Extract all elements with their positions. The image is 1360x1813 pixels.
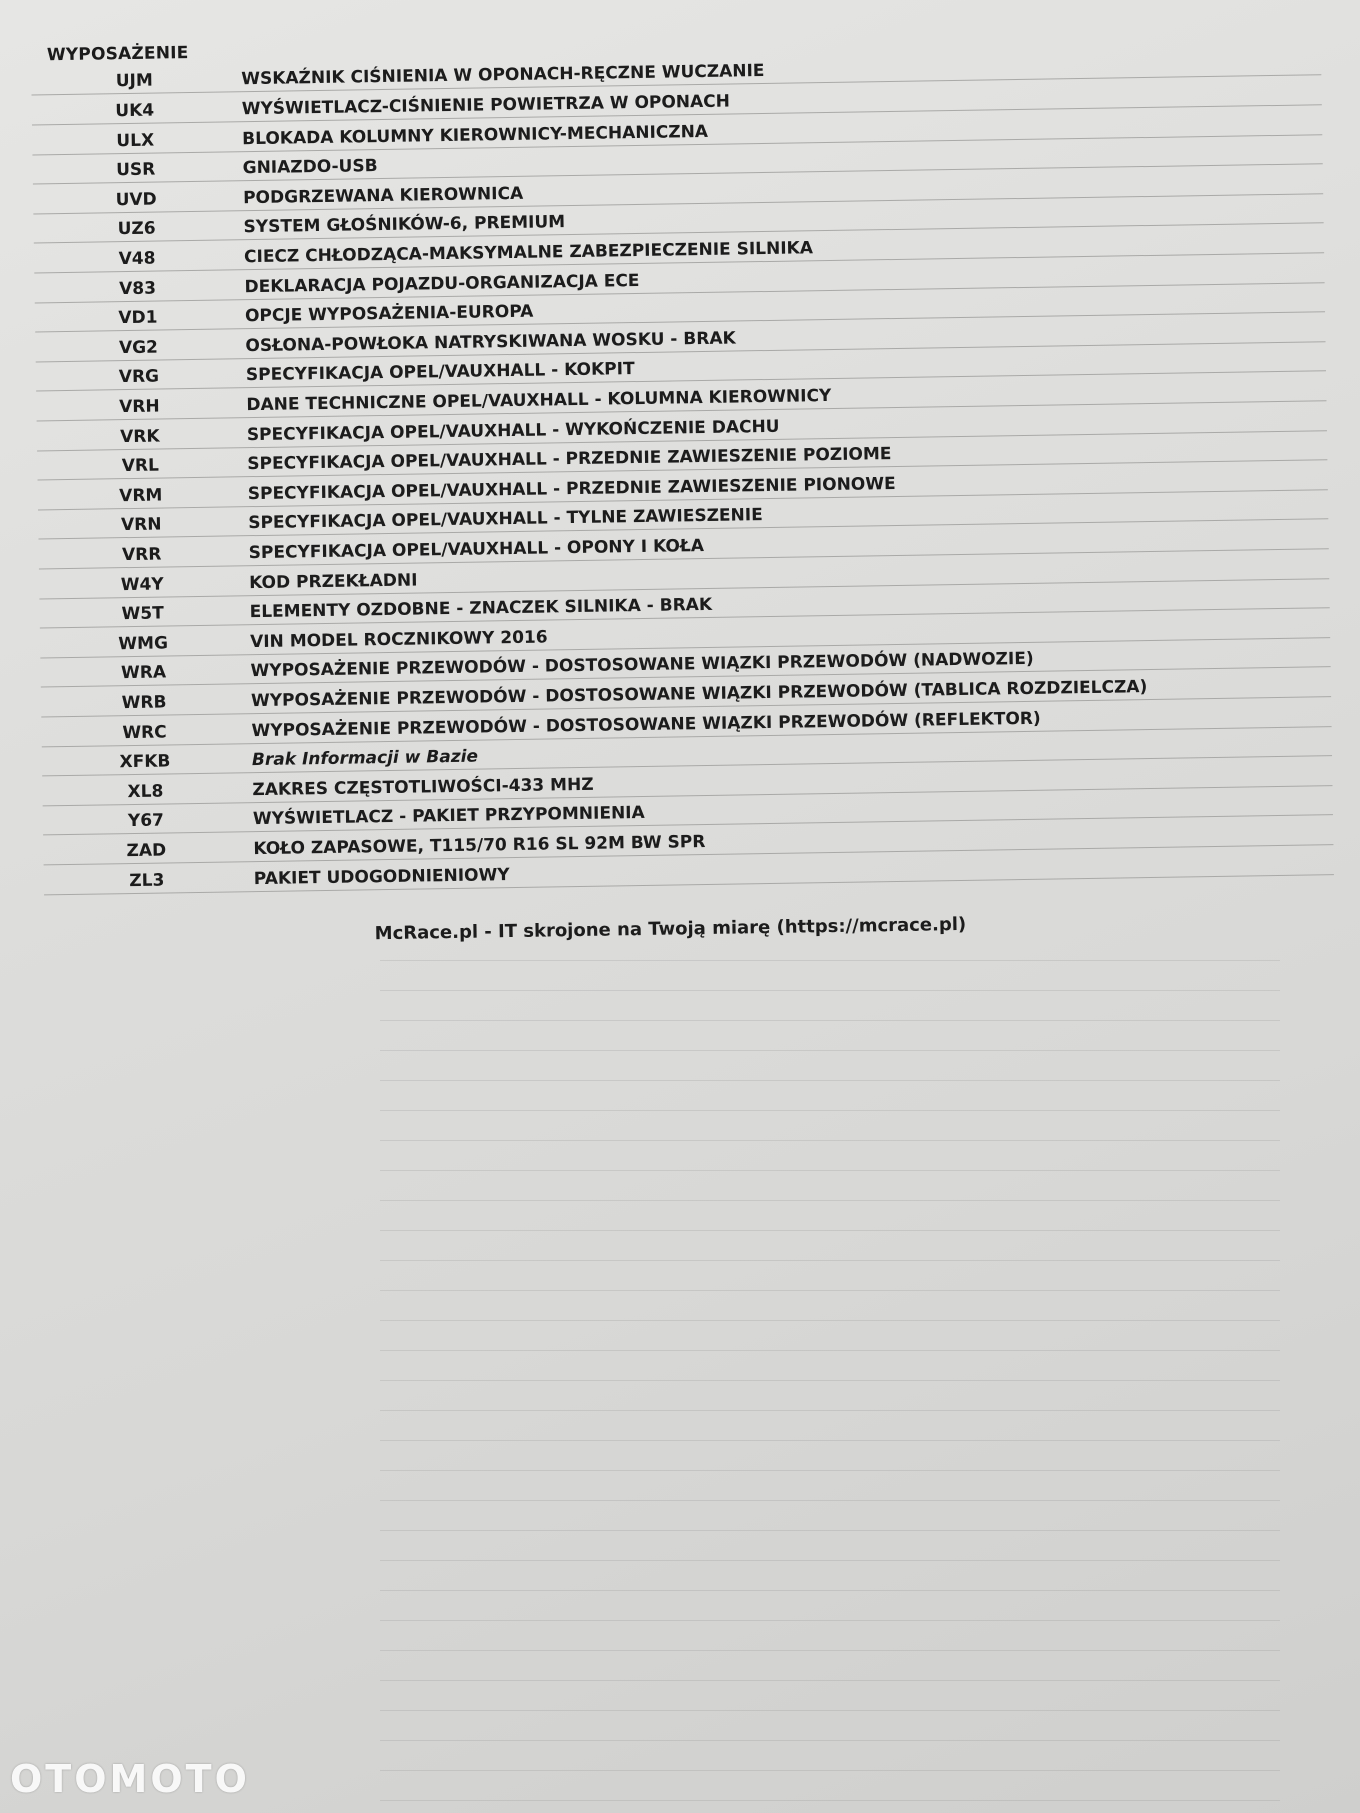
show-through-line xyxy=(380,1500,1280,1501)
option-description: OPCJE WYPOSAŻENIA-EUROPA xyxy=(244,301,534,327)
option-description: PAKIET UDOGODNIENIOWY xyxy=(253,864,510,889)
option-description: SPECYFIKACJA OPEL/VAUXHALL - WYKOŃCZENIE DACHU xyxy=(246,416,780,445)
option-code: W5T xyxy=(121,603,164,625)
option-description: SPECYFIKACJA OPEL/VAUXHALL - PRZEDNIE ZAWIESZENIE POZIOME xyxy=(247,444,892,475)
show-through-line xyxy=(380,1050,1280,1051)
option-code: UZ6 xyxy=(117,218,156,240)
show-through-line xyxy=(380,1740,1280,1741)
show-through-line xyxy=(380,1590,1280,1591)
show-through-line xyxy=(380,1470,1280,1471)
section-header: WYPOSAŻENIE xyxy=(46,43,189,66)
option-description: ZAKRES CZĘSTOTLIWOŚCI-433 MHZ xyxy=(252,774,594,800)
option-code: W4Y xyxy=(120,574,164,595)
option-code: ULX xyxy=(116,130,155,151)
show-through-line xyxy=(380,1200,1280,1201)
show-through-line xyxy=(380,960,1280,961)
show-through-line xyxy=(380,990,1280,991)
option-code: ZAD xyxy=(126,840,167,862)
show-through-line xyxy=(380,1440,1280,1441)
option-description: DANE TECHNICZNE OPEL/VAUXHALL - KOLUMNA KIEROWNICY xyxy=(246,385,832,416)
show-through-line xyxy=(380,1290,1280,1291)
option-code: UJM xyxy=(115,71,153,92)
option-code: V83 xyxy=(118,278,157,299)
option-description: PODGRZEWANA KIEROWNICA xyxy=(242,183,524,208)
option-code: Y67 xyxy=(127,810,165,832)
option-description: WYPOSAŻENIE PRZEWODÓW - DOSTOSOWANE WIĄZKI PRZEWODÓW (REFLEKTOR) xyxy=(251,708,1041,741)
option-description: ELEMENTY OZDOBNE - ZNACZEK SILNIKA - BRAK xyxy=(249,595,713,623)
option-description: SPECYFIKACJA OPEL/VAUXHALL - OPONY I KOŁA xyxy=(248,535,705,564)
show-through-line xyxy=(380,1170,1280,1171)
show-through-line xyxy=(380,1650,1280,1651)
option-code: USR xyxy=(115,159,156,181)
option-code: VRM xyxy=(119,485,163,506)
option-description: OSŁONA-POWŁOKA NATRYSKIWANA WOSKU - BRAK xyxy=(245,328,736,356)
option-code: UVD xyxy=(115,189,157,210)
show-through-line xyxy=(380,1770,1280,1771)
option-description: KOD PRZEKŁADNI xyxy=(249,570,418,593)
option-code: VRH xyxy=(119,396,160,418)
option-code: WMG xyxy=(118,633,169,655)
show-through-line xyxy=(380,1710,1280,1711)
option-code: VRN xyxy=(120,514,162,536)
option-code: WRA xyxy=(120,662,167,684)
option-description: Brak Informacji w Bazie xyxy=(251,746,479,771)
option-description: WSKAŹNIK CIŚNIENIA W OPONACH-RĘCZNE WUCZANIE xyxy=(241,61,765,90)
footer-credit: McRace.pl - IT skrojone na Twoją miarę (https://mcrace.pl) xyxy=(374,913,967,945)
option-description: SYSTEM GŁOŚNIKÓW-6, PREMIUM xyxy=(243,212,566,238)
option-code: ZL3 xyxy=(129,870,165,891)
show-through-line xyxy=(380,1410,1280,1411)
option-code: VRL xyxy=(121,455,160,477)
option-description: WYPOSAŻENIE PRZEWODÓW - DOSTOSOWANE WIĄZKI PRZEWODÓW (TABLICA ROZDZIELCZA) xyxy=(250,677,1148,712)
show-through-line xyxy=(380,1620,1280,1621)
option-description: CIECZ CHŁODZĄCA-MAKSYMALNE ZABEZPIECZENIE SILNIKA xyxy=(243,238,814,268)
option-description: WYŚWIETLACZ-CIŚNIENIE POWIETRZA W OPONACH xyxy=(241,91,731,120)
show-through-line xyxy=(380,1080,1280,1081)
show-through-line xyxy=(380,1680,1280,1681)
option-description: DEKLARACJA POJAZDU-ORGANIZACJA ECE xyxy=(244,270,640,297)
show-through-line xyxy=(380,1380,1280,1381)
show-through-line xyxy=(380,1560,1280,1561)
show-through-line xyxy=(380,1110,1280,1111)
option-code: VRR xyxy=(121,544,162,566)
option-code: VD1 xyxy=(118,307,158,329)
option-description: SPECYFIKACJA OPEL/VAUXHALL - KOKPIT xyxy=(245,359,635,386)
option-code: VRG xyxy=(118,366,160,388)
option-code: XFKB xyxy=(119,751,171,773)
option-code: WRB xyxy=(121,692,167,714)
option-description: WYPOSAŻENIE PRZEWODÓW - DOSTOSOWANE WIĄZKI PRZEWODÓW (NADWOZIE) xyxy=(250,649,1034,682)
show-through-line xyxy=(380,1260,1280,1261)
otomoto-logo: OTOMOTO xyxy=(10,1757,250,1801)
show-through-line xyxy=(380,1320,1280,1321)
option-description: SPECYFIKACJA OPEL/VAUXHALL - PRZEDNIE ZAWIESZENIE PIONOWE xyxy=(247,473,896,504)
option-description: GNIAZDO-USB xyxy=(242,156,378,179)
option-code: VRK xyxy=(119,426,160,447)
show-through-line xyxy=(380,1530,1280,1531)
option-description: WYŚWIETLACZ - PAKIET PRZYPOMNIENIA xyxy=(252,803,645,830)
option-code: VG2 xyxy=(118,337,159,358)
option-description: BLOKADA KOLUMNY KIEROWNICY-MECHANICZNA xyxy=(242,121,709,149)
option-code: XL8 xyxy=(127,781,164,802)
option-code: V48 xyxy=(118,248,156,270)
show-through-line xyxy=(380,1230,1280,1231)
option-description: KOŁO ZAPASOWE, T115/70 R16 SL 92M BW SPR xyxy=(253,832,706,860)
show-through-line xyxy=(380,1350,1280,1351)
option-description: SPECYFIKACJA OPEL/VAUXHALL - TYLNE ZAWIESZENIE xyxy=(248,505,763,534)
show-through-line xyxy=(380,1140,1280,1141)
option-description: VIN MODEL ROCZNIKOWY 2016 xyxy=(249,627,548,652)
show-through-line xyxy=(380,1800,1280,1801)
option-code: WRC xyxy=(122,722,167,743)
show-through-line xyxy=(380,1020,1280,1021)
option-code: UK4 xyxy=(115,100,155,122)
